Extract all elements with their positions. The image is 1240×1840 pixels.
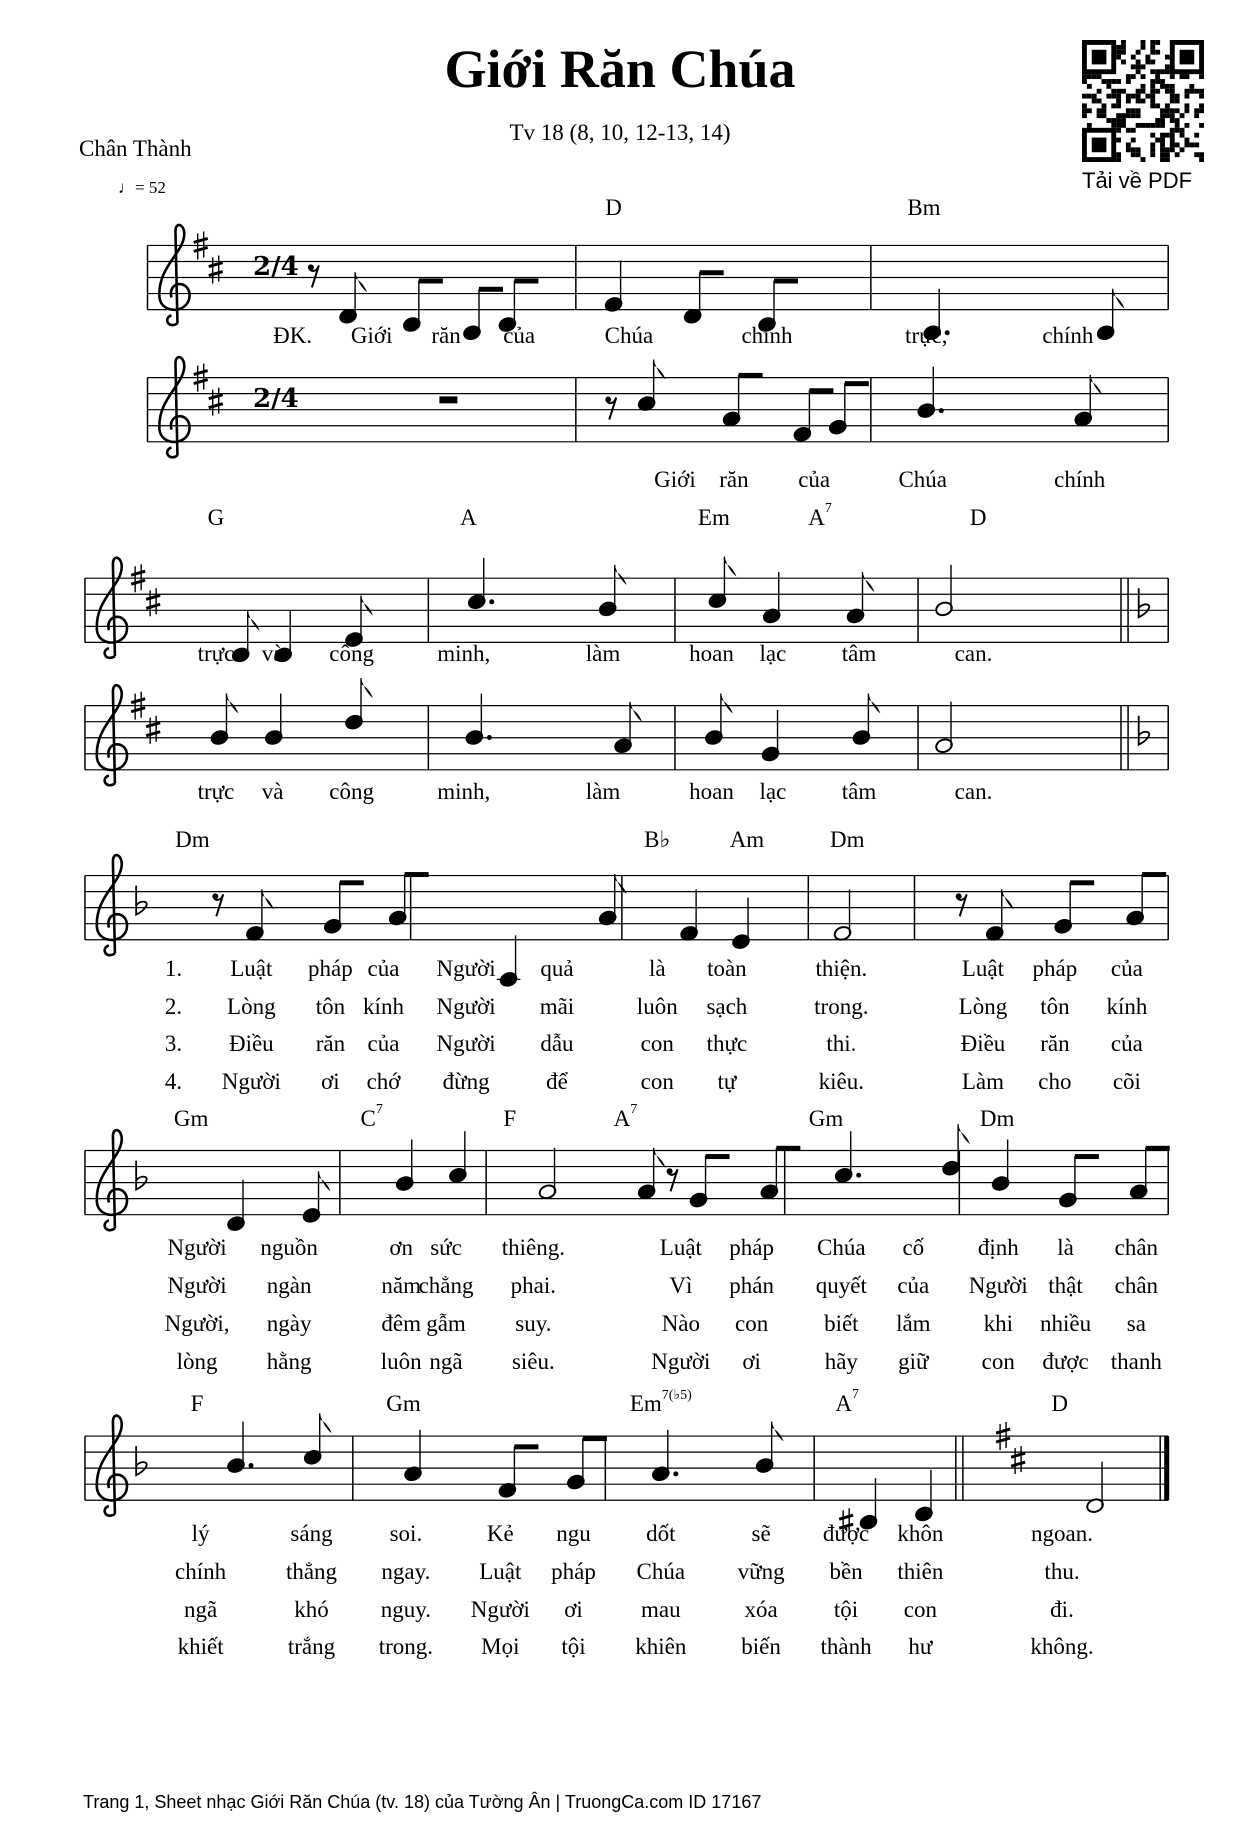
lyric-syllable: của (1110, 955, 1143, 981)
lyric-syllable: dẫu (540, 1031, 574, 1057)
sharp-icon (146, 595, 160, 608)
lyric-syllable: cõi (1112, 1069, 1141, 1095)
chord-extension: 7 (630, 1101, 638, 1117)
lyric-syllable: pháp (551, 1558, 596, 1584)
chord-symbol (386, 1391, 421, 1417)
lyric-syllable: mãi (539, 993, 575, 1019)
sharp-icon (146, 723, 160, 736)
note-beam (405, 872, 429, 877)
lyric-syllable: suy. (515, 1310, 552, 1336)
eighth-rest-icon (212, 893, 218, 899)
sharp-icon (209, 395, 223, 408)
final-barline-thick (1164, 1436, 1169, 1500)
lyric-syllable: cố (902, 1235, 925, 1261)
chord-symbol (830, 827, 865, 853)
lyric-syllable: dốt (646, 1521, 676, 1547)
lyric-syllable: Người, (164, 1310, 230, 1336)
chord-root: A (613, 1105, 631, 1131)
lyric-syllable: ơn (389, 1235, 414, 1261)
chord-symbol (835, 1387, 860, 1417)
chord-symbol (698, 505, 730, 531)
lyric-syllable: Người (651, 1348, 711, 1374)
chord-symbol (907, 195, 940, 221)
note-flag (320, 1413, 332, 1433)
composer-name: Chân Thành (79, 136, 192, 161)
note-dot (673, 1471, 678, 1476)
chord-root: Em (629, 1391, 662, 1417)
lyric-syllable-lower-staff: lạc (759, 778, 787, 804)
eighth-rest-icon (605, 397, 611, 403)
lyric-syllable: Vì (669, 1273, 693, 1299)
lyric-syllable: luôn (636, 993, 678, 1019)
lyric-syllable: luôn (380, 1348, 422, 1374)
lyric-syllable: Kẻ (486, 1521, 514, 1547)
lyric-syllable: Luật (479, 1558, 522, 1584)
chord-root: B♭ (644, 827, 671, 853)
chord-extension: 7 (824, 501, 832, 517)
lyric-syllable: Làm (961, 1069, 1005, 1095)
note-beam (706, 1154, 730, 1159)
lyric-syllable: công (329, 640, 374, 666)
note-beam (739, 373, 763, 378)
lyric-syllable: thanh (1110, 1348, 1162, 1374)
lyric-syllable: ngã (429, 1348, 463, 1374)
lyric-syllable: Chúa (636, 1558, 686, 1584)
chord-symbol (808, 501, 832, 531)
lyric-syllable: toàn (707, 955, 747, 981)
chord-symbol (980, 1106, 1015, 1132)
time-signature-lower-staff: 2/4 (253, 384, 299, 414)
lyric-syllable: Điều (228, 1031, 274, 1057)
lyric-syllable: quyết (815, 1273, 867, 1299)
psalm-reference: Tv 18 (8, 10, 12-13, 14) (509, 120, 731, 145)
lyric-syllable: ngoan. (1031, 1521, 1093, 1547)
lyric-syllable: nguồn (260, 1235, 318, 1261)
lyric-syllable: tôn (315, 993, 346, 1019)
chord-root: Bm (907, 194, 941, 220)
chord-symbol (644, 827, 670, 853)
lyric-syllable: hoan (689, 640, 734, 666)
lyric-syllable: Nào (661, 1310, 701, 1336)
chord-symbol (208, 505, 225, 531)
chord-root: D (1051, 1391, 1068, 1417)
lyric-syllable: minh, (437, 640, 491, 666)
lyric-syllable: Người (470, 1596, 530, 1622)
chord-root: C (360, 1105, 376, 1131)
note-beam (514, 279, 538, 284)
sharp-icon (209, 263, 223, 276)
lyric-syllable: hư (908, 1634, 933, 1660)
lyric-syllable: pháp (1032, 955, 1078, 981)
lyric-syllable: sạch (706, 993, 748, 1019)
lyric-syllable-lower-staff: can. (954, 778, 993, 804)
lyric-syllable: chân (1114, 1235, 1159, 1261)
note-beam (1142, 872, 1166, 877)
lyric-syllable: chẳng (418, 1273, 474, 1299)
note-beam (514, 1444, 538, 1449)
lyric-syllable: khi (983, 1310, 1013, 1336)
lyric-syllable: ngu (556, 1521, 591, 1547)
lyric-syllable: thu. (1044, 1558, 1080, 1584)
page-footer: Trang 1, Sheet nhạc Giới Răn Chúa (tv. 18) của Tường Ân | TruongCa.com ID 17167 (83, 1792, 762, 1812)
sharp-icon (213, 256, 219, 284)
lyric-syllable: lạc (759, 640, 787, 666)
lyric-syllable: Luật (230, 955, 273, 981)
lyric-syllable: con (640, 1031, 674, 1057)
chord-root: A (460, 505, 477, 531)
chord-symbol (460, 505, 477, 531)
lyric-syllable: năm (381, 1273, 421, 1299)
chord-symbol (970, 505, 987, 531)
note-flag (654, 360, 666, 380)
lyric-syllable: lý (191, 1521, 210, 1547)
note-beam (1070, 880, 1094, 885)
note-flag (615, 565, 627, 585)
note-flag (724, 557, 736, 577)
note-dot (939, 408, 944, 413)
lyric-syllable: chính (741, 323, 793, 349)
lyric-syllable: ĐK. (273, 323, 313, 349)
lyric-syllable: lắm (896, 1310, 931, 1336)
lyric-syllable: nguy. (380, 1596, 432, 1622)
lyric-syllable: trong. (814, 993, 869, 1019)
note-flag (361, 678, 373, 698)
time-signature: 2/4 (253, 252, 299, 282)
lyric-syllable: khó (294, 1596, 329, 1622)
note-flag (319, 1171, 331, 1191)
note-beam (479, 287, 503, 292)
tempo-value: = 52 (135, 178, 166, 197)
lyric-syllable: đi. (1050, 1596, 1074, 1622)
chord-root: Dm (979, 1105, 1015, 1131)
lyric-syllable: 2. (164, 993, 183, 1019)
lyric-syllable: được (822, 1521, 870, 1547)
chord-symbol (1051, 1391, 1068, 1417)
lyric-syllable: sáng (290, 1521, 333, 1547)
lyric-syllable: của (1110, 1031, 1143, 1057)
lyric-syllable: răn (431, 323, 461, 349)
lyric-syllable: của (503, 323, 536, 349)
chord-symbol (809, 1106, 844, 1132)
note-beam (774, 279, 798, 284)
note-flag (226, 694, 238, 714)
note-flag (248, 611, 260, 631)
note-flag (361, 596, 373, 616)
half-rest-icon (439, 396, 457, 403)
sharp-icon (1015, 1446, 1021, 1474)
chord-root: Em (697, 505, 730, 531)
note-flag (958, 1124, 970, 1144)
chord-symbol (730, 827, 765, 853)
lyric-syllable: lòng (176, 1348, 218, 1374)
lyric-syllable: Lòng (958, 993, 1008, 1019)
lyric-syllable: không. (1030, 1634, 1094, 1660)
chord-root: G (207, 505, 225, 531)
note-flag (772, 1422, 784, 1442)
lyric-syllable: thật (1048, 1273, 1083, 1299)
chord-symbol (503, 1106, 516, 1132)
note-beam (583, 1436, 607, 1441)
lyric-syllable-lower-staff: tâm (841, 778, 877, 804)
lyric-syllable: hằng (266, 1348, 312, 1374)
lyric-syllable: bền (829, 1558, 863, 1584)
lyric-syllable: biết (824, 1310, 859, 1336)
chord-root: D (605, 194, 622, 220)
chord-root: Gm (173, 1105, 209, 1131)
lyric-syllable: tâm (841, 640, 877, 666)
chord-root: A (835, 1391, 853, 1417)
lyric-syllable-lower-staff: Chúa (898, 467, 948, 493)
note-beam (700, 270, 724, 275)
lyric-syllable: pháp (729, 1235, 775, 1261)
download-pdf-link[interactable]: Tải về PDF (1082, 168, 1193, 193)
note-flag (721, 694, 733, 714)
lyric-syllable: khôn (897, 1521, 944, 1547)
lyric-syllable: gẫm (426, 1310, 466, 1336)
chord-root: Gm (808, 1105, 844, 1131)
note-flag (1002, 889, 1014, 909)
lyric-syllable: khiên (635, 1634, 687, 1660)
lyric-syllable: Mọi (481, 1634, 520, 1660)
lyric-syllable: trắng (287, 1634, 336, 1660)
lyric-syllable: pháp (308, 955, 353, 981)
lyric-syllable-lower-staff: hoan (689, 778, 734, 804)
lyric-syllable: tội (833, 1596, 859, 1622)
lyric-syllable: ngã (183, 1596, 218, 1622)
note-flag (355, 272, 367, 292)
chord-root: Gm (386, 1391, 421, 1417)
lyric-syllable: ngay. (381, 1558, 431, 1584)
lyric-syllable: quả (540, 955, 574, 981)
chord-root: F (503, 1105, 517, 1131)
chord-symbol (175, 827, 210, 853)
chord-symbol (360, 1101, 383, 1132)
lyric-syllable: giữ (898, 1348, 929, 1374)
lyric-syllable: thiện. (815, 955, 868, 981)
note-flag (868, 694, 880, 714)
note-dot (487, 735, 492, 740)
lyric-syllable: hãy (824, 1348, 858, 1374)
lyric-syllable: thực (706, 1031, 748, 1057)
lyric-syllable: Giới (350, 323, 393, 349)
lyric-syllable: thiêng. (501, 1235, 565, 1261)
lyric-syllable: răn (315, 1031, 346, 1057)
lyric-syllable: chớ (366, 1069, 401, 1095)
lyric-syllable: đêm (381, 1310, 421, 1336)
lyric-syllable: Điều (960, 1031, 1006, 1057)
sharp-icon (150, 716, 156, 744)
chord-symbol (629, 1388, 692, 1417)
lyric-syllable: Người (436, 1031, 496, 1057)
note-flag (1113, 289, 1125, 309)
lyric-syllable: thành (820, 1634, 872, 1660)
lyric-syllable: trong. (378, 1634, 434, 1660)
lyric-syllable: con (903, 1596, 937, 1622)
lyric-syllable: 1. (164, 955, 183, 981)
lyric-syllable: trực (197, 640, 235, 666)
lyric-syllable: soi. (389, 1521, 423, 1547)
lyric-syllable: Người (167, 1273, 227, 1299)
lyric-syllable: Người (436, 955, 496, 981)
note-beam (845, 381, 869, 386)
chord-extension: 7 (375, 1101, 383, 1117)
chord-extension: 7(♭5) (661, 1388, 692, 1404)
chord-extension: 7 (852, 1387, 860, 1403)
note-beam (809, 388, 833, 393)
lyric-syllable: sẽ (751, 1521, 771, 1547)
lyric-syllable: thẳng (285, 1558, 338, 1584)
lyric-syllable: kính (363, 993, 404, 1019)
sharp-icon (213, 388, 219, 416)
flat-icon (1139, 716, 1150, 745)
lyric-syllable: để (546, 1069, 568, 1095)
lyric-syllable: Người (436, 993, 496, 1019)
lyric-syllable: con (981, 1348, 1015, 1374)
eighth-rest-icon (667, 1168, 673, 1174)
chord-root: A (808, 505, 825, 531)
lyric-syllable: sức (430, 1235, 462, 1261)
lyric-syllable: con (735, 1310, 769, 1336)
lyric-syllable: của (367, 1031, 400, 1057)
chord-symbol (605, 195, 622, 221)
note-flag (863, 572, 875, 592)
flat-icon (136, 1161, 147, 1190)
lyric-syllable: ngàn (266, 1273, 312, 1299)
lyric-syllable: ơi (321, 1069, 340, 1095)
lyric-syllable: vững (737, 1558, 785, 1584)
lyric-syllable: và (261, 640, 284, 666)
lyric-syllable: cho (1038, 1069, 1072, 1095)
song-title: Giới Răn Chúa (444, 39, 796, 99)
lyric-syllable-lower-staff: của (798, 467, 831, 493)
lyric-syllable: răn (1040, 1031, 1070, 1057)
lyric-syllable-lower-staff: chính (1054, 467, 1106, 493)
chord-symbol (613, 1101, 638, 1132)
note-beam (340, 880, 364, 885)
lyric-syllable-lower-staff: minh, (437, 778, 491, 804)
tempo-marking (118, 178, 166, 198)
note-beam (1075, 1154, 1099, 1159)
note-dot (249, 1463, 254, 1468)
lyric-syllable: đừng (442, 1069, 490, 1095)
lyric-syllable: nhiều (1039, 1310, 1092, 1336)
lyric-syllable: chính (175, 1558, 227, 1584)
lyric-syllable: kính (1106, 993, 1148, 1019)
note-beam (1146, 1146, 1170, 1151)
lyric-syllable: 3. (164, 1031, 183, 1057)
lyric-syllable: trực, (905, 323, 948, 349)
lyric-syllable: phán (729, 1273, 775, 1299)
lyric-syllable: của (367, 955, 400, 981)
lyric-syllable: tôn (1040, 993, 1070, 1019)
lyric-syllable: Người (968, 1273, 1028, 1299)
lyric-syllable: ngày (266, 1310, 312, 1336)
lyric-syllable: con (640, 1069, 674, 1095)
lyric-syllable: siêu. (511, 1348, 555, 1374)
lyric-syllable: ơi (564, 1596, 583, 1622)
lyric-syllable-lower-staff: Giới (654, 467, 696, 493)
lyric-syllable-lower-staff: trực (197, 778, 235, 804)
note-dot (856, 1173, 861, 1178)
lyric-syllable: Luật (961, 955, 1005, 981)
lyric-syllable: thi. (826, 1031, 857, 1057)
flat-icon (136, 1446, 147, 1475)
lyric-syllable-lower-staff: làm (585, 778, 621, 804)
lyric-syllable: chân (1114, 1273, 1159, 1299)
lyric-syllable: chính (1042, 323, 1094, 349)
quarter-note-icon: ♩ (118, 178, 135, 197)
lyric-syllable: 4. (164, 1069, 183, 1095)
chord-root: D (969, 505, 987, 531)
note-flag (630, 702, 642, 722)
lyric-syllable: biến (741, 1634, 781, 1660)
lyric-syllable: phai. (510, 1273, 557, 1299)
chord-symbol (191, 1391, 204, 1417)
lyric-syllable: ơi (742, 1348, 761, 1374)
note-beam (419, 279, 443, 284)
chord-root: F (190, 1391, 204, 1417)
lyric-syllable: sa (1126, 1310, 1146, 1336)
note-dot (489, 599, 494, 604)
lyric-syllable: kiêu. (818, 1069, 865, 1095)
eighth-rest-icon (308, 264, 314, 270)
sharp-icon (150, 588, 156, 616)
lyric-syllable: được (1042, 1348, 1089, 1374)
lyric-syllable: làm (585, 640, 621, 666)
eighth-rest-icon (956, 893, 962, 899)
note-beam (776, 1146, 800, 1151)
lyric-syllable: Chúa (604, 323, 654, 349)
lyric-syllable: khiết (177, 1634, 224, 1660)
lyric-syllable: là (1057, 1235, 1074, 1261)
flat-icon (136, 886, 147, 915)
lyric-syllable: định (977, 1235, 1019, 1261)
lyric-syllable: Luật (659, 1235, 702, 1261)
qr-code-icon[interactable] (1082, 40, 1204, 162)
sharp-icon (1011, 1453, 1025, 1466)
lyric-syllable: tự (717, 1069, 737, 1095)
lyric-syllable: là (648, 955, 666, 981)
lyric-syllable: Người (167, 1235, 227, 1261)
note-flag (262, 889, 274, 909)
chord-symbol (174, 1106, 209, 1132)
lyric-syllable: mau (640, 1596, 681, 1622)
lyric-syllable: thiên (897, 1558, 944, 1584)
chord-root: Dm (829, 827, 865, 853)
chord-root: Dm (175, 827, 210, 853)
lyric-syllable: xóa (744, 1596, 778, 1622)
lyric-syllable: can. (954, 640, 993, 666)
lyric-syllable: Lòng (227, 993, 276, 1019)
lyric-syllable: của (897, 1273, 930, 1299)
chord-root: Am (729, 827, 765, 853)
lyric-syllable: tội (561, 1634, 586, 1660)
flat-icon (1139, 588, 1150, 617)
lyric-syllable-lower-staff: và (261, 778, 284, 804)
lyric-syllable-lower-staff: công (329, 778, 374, 804)
lyric-syllable: Người (221, 1069, 281, 1095)
lyric-syllable: Chúa (817, 1235, 866, 1261)
lyric-syllable-lower-staff: răn (719, 467, 749, 493)
